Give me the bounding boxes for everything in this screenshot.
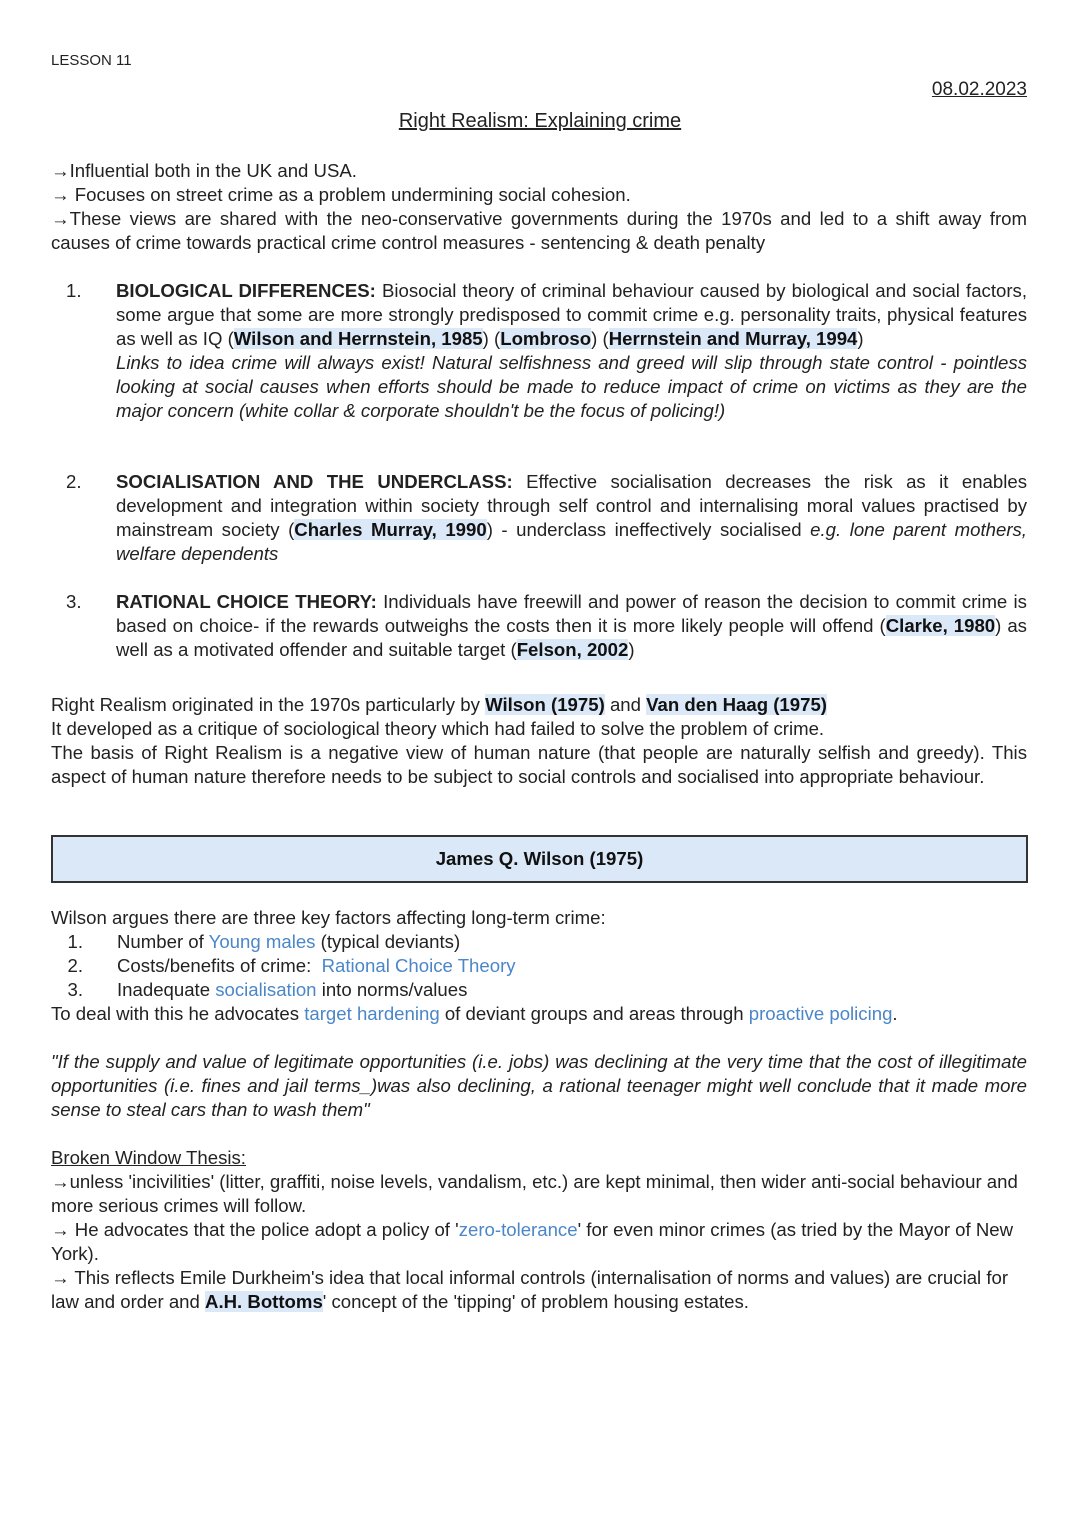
origin-paragraph <box>51 693 1027 789</box>
section-heading-box: James Q. Wilson (1975) <box>51 835 1028 883</box>
origin-line-2: It developed as a critique of sociological theory which had failed to solve the problem of crime. <box>51 718 825 739</box>
deal-text: . <box>892 1003 898 1024</box>
citation: Clarke, 1980 <box>885 615 996 636</box>
list-body <box>116 279 1027 423</box>
origin-text: Right Realism originated in the 1970s particularly by <box>51 694 486 715</box>
factor-text: (typical deviants) <box>315 931 461 952</box>
broken-window-line-1: →unless 'incivilities' (litter, graffiti, noise levels, vandalism, etc.) are kept minimal, then wider anti-social behaviour and more serious crimes will follow. <box>51 1171 1018 1216</box>
origin-text: and <box>604 694 647 715</box>
wilson-quote: "If the supply and value of legitimate opportunities (i.e. jobs) was declining at the very time that the cost of illegitimate opportunities (i.e. fines and jail terms_)was also declining, a rational teenager might well conclude that it made more sense to steal cars than to wash them" <box>51 1051 1027 1120</box>
broken-text: ' concept of the 'tipping' of problem housing estates. <box>322 1291 749 1312</box>
intro-line-3: →These views are shared with the neo-conservative governments during the 1970s and led to a shift away from causes of crime towards practical crime control measures - sentencing & death penalty <box>51 208 1027 253</box>
wilson-factors-list <box>51 930 1027 1002</box>
broken-text: → He advocates that the police adopt a policy of ' <box>51 1219 459 1240</box>
factor-text: into norms/values <box>316 979 468 1000</box>
origin-line-3: The basis of Right Realism is a negative view of human nature (that people are naturally selfish and greedy). This aspect of human nature therefore needs to be subject to social controls and socialised into appropriate behaviour. <box>51 742 1027 787</box>
point-heading: SOCIALISATION AND THE UNDERCLASS: <box>116 471 513 492</box>
citation: Lombroso <box>500 328 592 349</box>
list-item <box>51 930 1027 954</box>
list-number: 2. <box>67 955 83 976</box>
citation: A.H. Bottoms <box>205 1291 323 1312</box>
broken-text: → This reflects Emile Durkheim's idea that local informal controls (internalisation of norms and values) are crucial for law and order and <box>51 1267 1009 1312</box>
separator: ) ( <box>482 328 501 349</box>
factor-keyword: Young males <box>208 931 316 952</box>
deal-keyword: proactive policing <box>748 1003 893 1024</box>
point-note: Links to idea crime will always exist! Natural selfishness and greed will slip through state control - pointless looking at social causes when efforts should be made to reduce impact of crime on victims as they are the major concern (white collar & corporate shouldn't be the focus of policing!) <box>116 352 1027 421</box>
citation: Felson, 2002 <box>516 639 629 660</box>
wilson-section <box>51 906 1027 1026</box>
list-number: 2. <box>66 471 82 492</box>
factor-keyword: socialisation <box>215 979 317 1000</box>
factor-keyword: Rational Choice Theory <box>321 955 516 976</box>
point-heading: BIOLOGICAL DIFFERENCES: <box>116 280 376 301</box>
list-number: 1. <box>66 280 82 301</box>
citation: Wilson and Herrnstein, 1985 <box>233 328 483 349</box>
point-text: ) as well as a motivated offender and suitable target ( <box>116 615 1027 660</box>
separator: ) <box>628 639 635 660</box>
list-number: 3. <box>67 979 83 1000</box>
factor-text: Inadequate <box>117 979 216 1000</box>
citation: Herrnstein and Murray, 1994 <box>608 328 858 349</box>
deal-keyword: target hardening <box>304 1003 440 1024</box>
list-number: 3. <box>66 591 82 612</box>
point-heading: RATIONAL CHOICE THEORY: <box>116 591 377 612</box>
point-text: ) - underclass ineffectively socialised <box>486 519 811 540</box>
broken-window-heading: Broken Window Thesis: <box>51 1147 246 1168</box>
wilson-deal-line <box>51 1002 1027 1026</box>
page-title: Right Realism: Explaining crime <box>398 110 682 132</box>
intro-line-2: → Focuses on street crime as a problem undermining social cohesion. <box>51 184 631 205</box>
point-text: Biosocial theory of criminal behaviour caused by biological and social factors, some argue that some are more strongly predisposed to commit crime e.g. personality traits, physical features as well as IQ ( <box>116 280 1027 349</box>
list-number: 1. <box>67 931 83 952</box>
list-body <box>116 470 1027 566</box>
lesson-label: LESSON 11 <box>51 52 132 69</box>
separator: ) ( <box>591 328 609 349</box>
point-note: e.g. lone parent mothers, welfare dependents <box>116 519 1027 564</box>
deal-text: To deal with this he advocates <box>51 1003 305 1024</box>
list-item <box>51 978 1027 1002</box>
point-text: Individuals have freewill and power of reason the decision to commit crime is based on choice- if the rewards outweighs the costs then it is more likely people will offend ( <box>116 591 1027 636</box>
intro-line-1: →Influential both in the UK and USA. <box>51 160 357 181</box>
list-item <box>51 954 1027 978</box>
list-body <box>116 590 1027 662</box>
citation: Wilson (1975) <box>485 694 605 715</box>
wilson-intro: Wilson argues there are three key factors affecting long-term crime: <box>51 907 606 928</box>
broken-window-line-3 <box>51 1266 1027 1314</box>
lesson-date: 08.02.2023 <box>931 79 1027 100</box>
citation: Van den Haag (1975) <box>646 694 827 715</box>
point-text: Effective socialisation decreases the risk as it enables development and integration within society through self control and internalising moral values practised by mainstream society ( <box>116 471 1027 540</box>
broken-text: ' for even minor crimes (as tried by the Mayor of New York). <box>51 1219 1014 1264</box>
broken-window-section <box>51 1146 1027 1314</box>
separator: ) <box>857 328 864 349</box>
factor-text: Costs/benefits of crime: <box>117 955 322 976</box>
factor-text: Number of <box>117 931 209 952</box>
citation: Charles Murray, 1990 <box>294 519 487 540</box>
broken-keyword: zero-tolerance <box>458 1219 578 1240</box>
deal-text: of deviant groups and areas through <box>439 1003 749 1024</box>
broken-window-line-2 <box>51 1218 1027 1266</box>
origin-line-1 <box>51 693 1027 717</box>
